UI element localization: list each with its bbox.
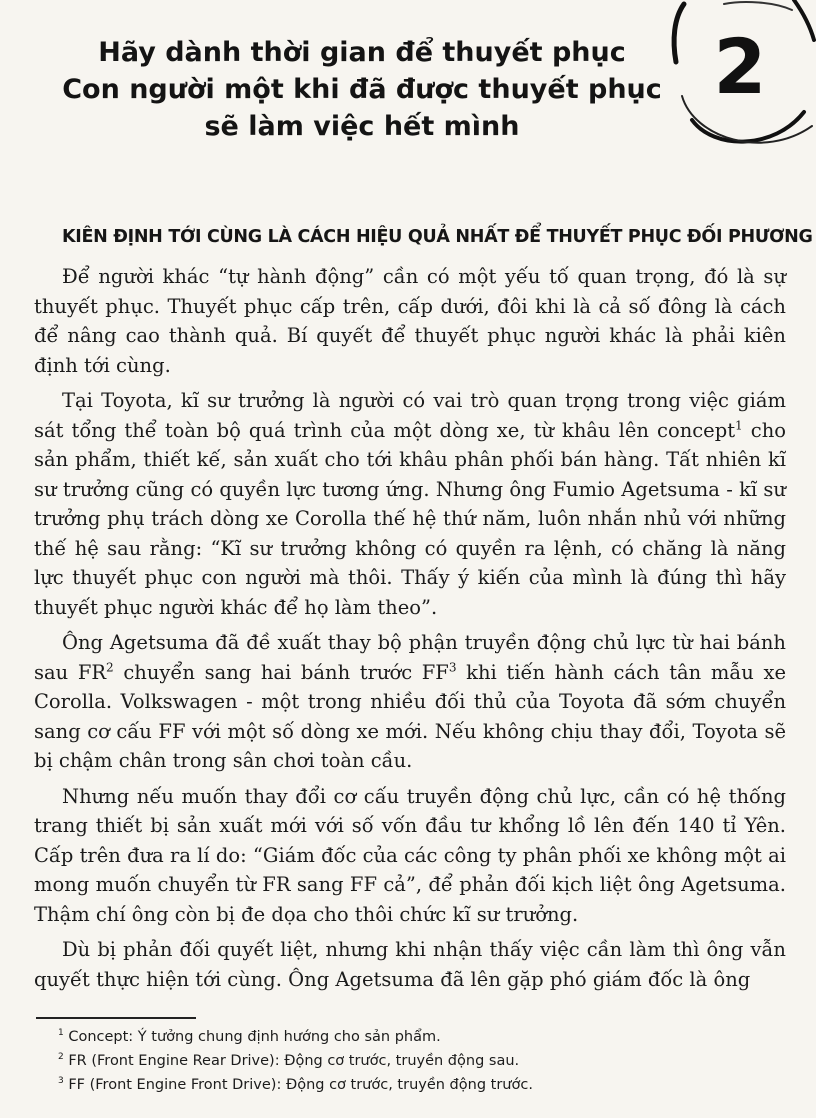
paragraph (34, 628, 786, 776)
footnote-ref: 1 (735, 418, 743, 432)
footnotes (58, 1025, 778, 1097)
chapter-title-line: sẽ làm việc hết mình (204, 111, 520, 142)
chapter-title-line: Hãy dành thời gian để thuyết phục (98, 37, 626, 68)
footnote-text: FF (Front Engine Front Drive): Động cơ trước, truyền động trước. (63, 1077, 533, 1093)
paragraph-text: khi tiến hành cách tân mẫu xe Corolla. Volkswagen - một trong nhiều đối thủ của Toyota đã sớm chuyển sang cơ cấu FF với một số dòng xe mới. Nếu không chịu thay đổi, Toyota sẽ bị chậm chân trong sân chơi toàn cầu. (34, 660, 786, 772)
chapter-title-line: Con người một khi đã được thuyết phục (62, 74, 662, 105)
paragraph-text: Dù bị phản đối quyết liệt, nhưng khi nhận thấy việc cần làm thì ông vẫn quyết thực hiện tới cùng. Ông Agetsuma đã lên gặp phó giám đốc là ông (34, 938, 786, 991)
paragraph-text: chuyển sang hai bánh trước FF (113, 660, 449, 684)
paragraph-text: Ông Agetsuma đã đề xuất thay bộ phận truyền động chủ lực từ hai bánh sau FR (34, 631, 786, 684)
footnote (58, 1049, 778, 1073)
footnote-text: FR (Front Engine Rear Drive): Động cơ trước, truyền động sau. (63, 1053, 520, 1069)
footnote-ref: 3 (448, 660, 457, 674)
paragraph (34, 782, 786, 930)
body-text (34, 262, 786, 1000)
footnote-text: Concept: Ý tưởng chung định hướng cho sản phẩm. (63, 1029, 441, 1045)
paragraph-text: Nhưng nếu muốn thay đổi cơ cấu truyền động chủ lực, cần có hệ thống trang thiết bị sản xuất mới với số vốn đầu tư khổng lồ lên đến 140 tỉ Yên. Cấp trên đưa ra lí do: “Giám đốc của các công ty phân phối xe không một ai mong muốn chuyển từ FR sang FF cả”, để phản đối kịch liệt ông Agetsuma. Thậm chí ông còn bị đe dọa cho thôi chức kĩ sư trưởng. (34, 784, 786, 926)
chapter-title (52, 34, 672, 145)
footnote-number: 2 (58, 1052, 64, 1063)
paragraph (34, 935, 786, 994)
footnote-number: 3 (58, 1076, 64, 1087)
footnote (58, 1025, 778, 1049)
footnote-ref: 2 (106, 660, 114, 674)
paragraph (34, 386, 786, 622)
paragraph (34, 262, 786, 380)
section-heading: KIÊN ĐỊNH TỚI CÙNG LÀ CÁCH HIỆU QUẢ NHẤT ĐỂ THUYẾT PHỤC ĐỐI PHƯƠNG (62, 227, 813, 247)
paragraph-text: cho sản phẩm, thiết kế, sản xuất cho tới khâu phân phối bán hàng. Tất nhiên kĩ sư trưởng cũng có quyền lực tương ứng. Nhưng ông Fumio Agetsuma - kĩ sư trưởng phụ trách dòng xe Corolla thế hệ thứ năm, luôn nhắn nhủ với những thế hệ sau rằng: “Kĩ sư trưởng không có quyền ra lệnh, có chăng là năng lực thuyết phục con người mà thôi. Thấy ý kiến của mình là đúng thì hãy thuyết phục người khác để họ làm theo”. (34, 418, 787, 619)
paragraph-text: Để người khác “tự hành động” cần có một yếu tố quan trọng, đó là sự thuyết phục. Thuyết phục cấp trên, cấp dưới, đôi khi là cả số đông là cách để nâng cao thành quả. Bí quyết để thuyết phục người khác là phải kiên định tới cùng. (34, 265, 786, 377)
chapter-number: 2 (713, 22, 767, 111)
footnote (58, 1073, 778, 1097)
footnote-divider (36, 1017, 196, 1019)
footnote-number: 1 (58, 1028, 64, 1039)
paragraph-text: Tại Toyota, kĩ sư trưởng là người có vai trò quan trọng trong việc giám sát tổng thể toàn bộ quá trình của một dòng xe, từ khâu lên concept (34, 389, 786, 442)
